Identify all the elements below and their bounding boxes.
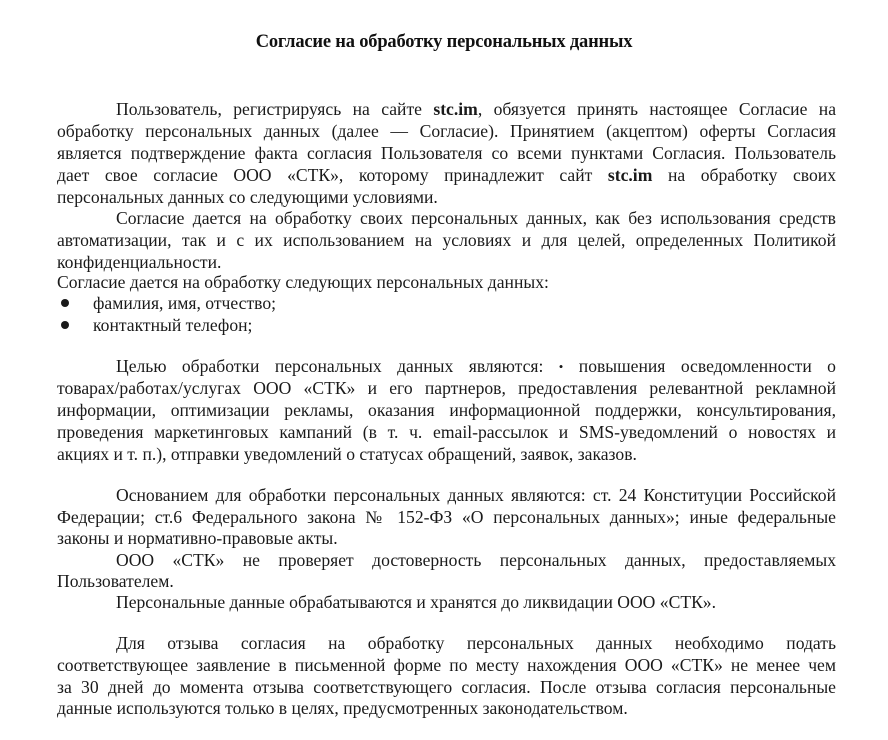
text-line: Основанием для обработки персональных данных являются: ст. 24 Конституции Российской — [116, 485, 836, 505]
text-line: Персональные данные обрабатываются и хранятся до ликвидации ООО «СТК». — [116, 592, 716, 612]
text-line: законы и нормативно-правовые акты. — [57, 528, 338, 548]
bullet-icon: • — [558, 359, 564, 374]
text-line: проведения маркетинговых кампаний (в т. ч. email-рассылок и SMS-уведомлений о новостях и — [57, 422, 836, 442]
text-line: ООО «СТК» не проверяет достоверность персональных данных, предоставляемых — [116, 550, 836, 570]
text-span: Целью обработки персональных данных являются: — [116, 356, 559, 376]
text-line: Для отзыва согласия на обработку персональных данных необходимо подать — [116, 633, 836, 653]
text-line: обработку персональных данных (далее — Согласие). Принятием (акцептом) оферты Согласия — [57, 121, 836, 141]
text-line: Федерации; ст.6 Федерального закона № 152-ФЗ «О персональных данных»; иные федеральные — [57, 507, 836, 527]
text-line: товарах/работах/услугах ООО «СТК» и его партнеров, предоставления релевантной рекламной — [57, 378, 836, 398]
text-span: дает свое согласие ООО «СТК», которому принадлежит сайт — [57, 165, 608, 185]
text-line — [57, 164, 836, 186]
text-line — [116, 355, 836, 377]
bullet-icon — [61, 299, 69, 307]
text-line: соответствующее заявление в письменной форме по месту нахождения ООО «СТК» не менее чем — [57, 655, 836, 675]
text-span: повышения осведомленности о — [578, 356, 836, 376]
site-link-text: stc.im — [433, 99, 478, 119]
document-title: Согласие на обработку персональных данных — [255, 32, 633, 52]
text-line: автоматизации, так и с их использованием на условиях и для целей, определенных Политикой — [57, 230, 836, 250]
text-line: является подтверждение факта согласия Пользователя со всеми пунктами Согласия. Пользователь — [57, 143, 836, 163]
text-line: данные используются только в целях, предусмотренных законодательством. — [57, 698, 628, 718]
list-item-text: фамилия, имя, отчество; — [93, 293, 276, 313]
text-line: Согласие дается на обработку своих персональных данных, как без использования средств — [116, 208, 836, 228]
text-line: акциях и т. п.), отправки уведомлений о статусах обращений, заявок, заказов. — [57, 444, 637, 464]
text-line: Согласие дается на обработку следующих персональных данных: — [57, 272, 549, 292]
site-link-text: stc.im — [607, 165, 653, 185]
text-line: персональных данных со следующими условиями. — [57, 187, 438, 207]
text-span: , обязуется принять настоящее Согласие на — [477, 99, 837, 119]
text-line: информации, оптимизации рекламы, оказания информационной поддержки, консультирования, — [57, 400, 836, 420]
bullet-icon — [61, 321, 69, 329]
text-line: конфиденциальности. — [57, 252, 222, 272]
text-line: за 30 дней до момента отзыва соответствующего согласия. После отзыва согласия персональные — [57, 677, 836, 697]
text-span: на обработку своих — [652, 165, 836, 185]
list-item-text: контактный телефон; — [93, 315, 253, 335]
text-line — [116, 98, 836, 120]
text-line: Пользователем. — [57, 571, 174, 591]
text-span: Пользователь, регистрируясь на сайте — [116, 99, 434, 119]
